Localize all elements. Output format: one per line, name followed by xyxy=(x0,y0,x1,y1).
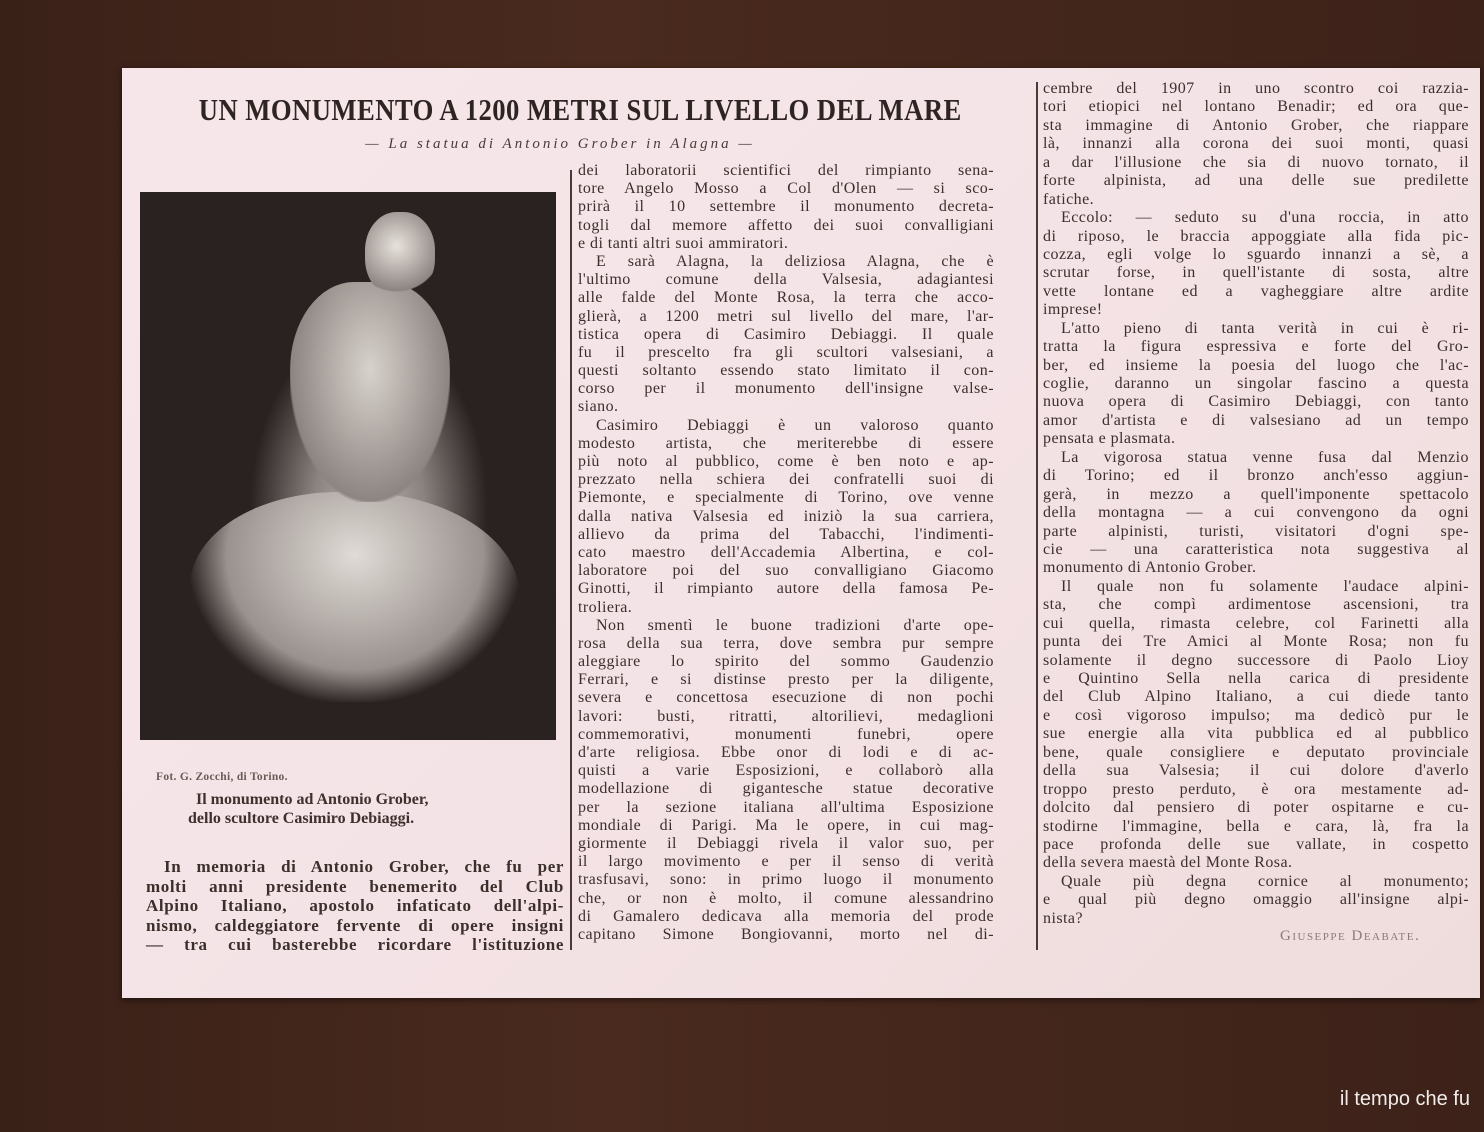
text-line: tratta la figura espressiva e forte del Gro- xyxy=(1043,338,1469,356)
text-line: lavori: busti, ritratti, altorilievi, medaglioni xyxy=(578,707,994,725)
statue-head xyxy=(365,212,435,297)
text-line: monumento di Antonio Grober. xyxy=(1043,559,1257,577)
column-divider xyxy=(1036,82,1038,950)
text-line: questi soltanto essendo stato limitato il con- xyxy=(578,362,994,380)
text-line: e così vigoroso impulso; ma dedicò pur le xyxy=(1043,706,1469,724)
text-line: — tra cui basterebbe ricordare l'istituzione xyxy=(146,935,564,954)
text-line: Ginotti, il rimpianto autore della famosa Pe- xyxy=(578,580,994,598)
text-line: In memoria di Antonio Grober, che fu per xyxy=(164,857,564,876)
text-line: dolcito dal pensiero di poter ospitarne e cu- xyxy=(1043,799,1469,817)
text-line: modesto artista, che meriterebbe di essere xyxy=(578,434,994,452)
text-line: solamente il degno successore di Paolo Lioy xyxy=(1043,651,1469,669)
text-line: quisti a varie Esposizioni, e collaborò alla xyxy=(578,762,994,780)
text-line: aleggiare lo spirito del sommo Gaudenzio xyxy=(578,653,994,671)
text-line: della severa maestà del Monte Rosa. xyxy=(1043,854,1293,872)
text-line: di Torino; ed il bronzo anch'esso aggiun- xyxy=(1043,467,1469,485)
text-line: d'arte religiosa. Ebbe onor di lodi e di ac- xyxy=(578,744,994,761)
text-line: tore Angelo Mosso a Col d'Olen — si sco- xyxy=(578,180,994,198)
text-line: là, innanzi alla corona dei suoi monti, quasi xyxy=(1043,135,1469,153)
text-line: punta dei Tre Amici al Monte Rosa; non fu xyxy=(1043,633,1469,651)
article-column-2 xyxy=(578,162,994,944)
text-line: cozza, egli volge lo sguardo innanzi a sè, a xyxy=(1043,245,1469,263)
text-line: mondiale di Parigi. Ma le opere, in cui mag- xyxy=(578,816,994,834)
article-column-1 xyxy=(146,857,564,955)
text-line: allievo da prima del Tabacchi, l'indimenti- xyxy=(578,525,994,543)
text-line: prezzato nella schiera dei confratelli suoi di xyxy=(578,471,994,489)
text-line: sta, che compì ardimentose ascensioni, tra xyxy=(1043,596,1469,614)
text-line: tistica opera di Casimiro Debiaggi. Il quale xyxy=(578,325,994,343)
text-line: trasfusavi, sono: in primo luogo il monumento xyxy=(578,871,994,889)
text-line: commemorativi, monumenti funebri, opere xyxy=(578,725,994,743)
text-line: della sua Valsesia; il cui dolore d'averlo xyxy=(1043,762,1469,780)
article-subtitle: — La statua di Antonio Grober in Alagna — xyxy=(365,136,755,152)
caption-line: Il monumento ad Antonio Grober, xyxy=(196,791,429,808)
text-line: coglie, daranno un singolar fascino a questa xyxy=(1043,375,1469,392)
text-line: l'ultimo comune della Valsesia, adagiantesi xyxy=(578,271,994,289)
photo-caption xyxy=(188,790,429,828)
text-line: corso per il monumento dell'insigne valse- xyxy=(578,380,994,398)
text-line: severa e concettosa esecuzione di non pochi xyxy=(578,689,994,707)
text-line: sta immagine di Antonio Grober, che riappare xyxy=(1043,116,1469,134)
watermark: il tempo che fu xyxy=(1339,1088,1470,1110)
text-line: Il quale non fu solamente l'audace alpini- xyxy=(1061,577,1469,595)
text-line: vette lontane ed a vagheggiare altre ardite xyxy=(1043,282,1469,300)
text-line: nismo, caldeggiatore fervente di opere insigni xyxy=(146,915,564,935)
text-line: cato maestro dell'Accademia Albertina, e col- xyxy=(578,543,994,561)
text-line: laboratore poi del suo convalligiano Giacomo xyxy=(578,562,994,580)
article-column-3 xyxy=(1043,80,1469,928)
text-line: imprese! xyxy=(1043,301,1103,319)
text-line: amor d'artista e di valsesiano ad un tempo xyxy=(1043,411,1469,429)
text-line: della montagna — a cui convengono da ogni xyxy=(1043,504,1469,522)
text-line: che, or non è molto, il comune alessandrino xyxy=(578,889,994,907)
column-divider xyxy=(570,170,572,950)
statue-figure xyxy=(290,282,450,502)
text-line: a dar l'illusione che sia di nuovo tornato, il xyxy=(1043,153,1469,171)
text-line: per la sezione italiana all'ultima Esposizione xyxy=(578,798,994,816)
text-line: Piemonte, e specialmente di Torino, ove venne xyxy=(578,489,994,507)
text-line: molti anni presidente benemerito del Club xyxy=(146,876,564,896)
text-line: glierà, a 1200 metri sul livello del mare, l'ar- xyxy=(578,307,994,325)
text-line: L'atto pieno di tanta verità in cui è ri- xyxy=(1061,319,1469,337)
text-line: nista? xyxy=(1043,909,1084,927)
text-line: Ferrari, e si distinse presto per la diligente, xyxy=(578,671,994,689)
text-line: cui quella, rimasta celebre, col Farinetti alla xyxy=(1043,614,1469,632)
text-line: troliera. xyxy=(578,598,633,616)
text-line: Quale più degna cornice al monumento; xyxy=(1061,872,1469,890)
text-line: pensata e plasmata. xyxy=(1043,430,1176,448)
text-line: Casimiro Debiaggi è un valoroso quanto xyxy=(596,416,994,434)
text-line: modellazione di gigantesche statue decorative xyxy=(578,780,994,798)
monument-photo xyxy=(140,192,556,740)
text-line: cie — una caratteristica nota suggestiva al xyxy=(1043,540,1469,558)
caption-line: dello scultore Casimiro Debiaggi. xyxy=(188,810,415,827)
text-line: dalla nativa Valsesia ed iniziò la sua carriera, xyxy=(578,507,994,525)
text-line: Eccolo: — seduto su d'una roccia, in atto xyxy=(1061,209,1469,227)
text-line: del Club Alpino Italiano, a cui diede tanto xyxy=(1043,688,1469,706)
text-line: troppo presto perduto, è ora mestamente ad- xyxy=(1043,780,1469,798)
text-line: E sarà Alagna, la deliziosa Alagna, che è xyxy=(596,252,994,270)
text-line: giormente il Debiaggi rivela il valor suo, per xyxy=(578,834,994,852)
text-line: e qual più degno omaggio all'insigne alpi- xyxy=(1043,891,1469,909)
text-line: siano. xyxy=(578,398,619,416)
text-line: e di tanti altri suoi ammiratori. xyxy=(578,234,789,252)
text-line: alle falde del Monte Rosa, la terra che acco- xyxy=(578,289,994,307)
text-line: più noto al pubblico, come è ben noto e ap- xyxy=(578,453,994,470)
text-line: di Gamalero dedicava alla memoria del prode xyxy=(578,907,994,925)
text-line: tori etiopici nel lontano Benadir; ed ora que- xyxy=(1043,98,1469,116)
text-line: togli dal memore affetto dei suoi convalligiani xyxy=(578,216,994,234)
photo-credit: Fot. G. Zocchi, di Torino. xyxy=(156,771,288,783)
text-line: Alpino Italiano, apostolo infaticato dell'alpi- xyxy=(146,896,564,915)
text-line: capitano Simone Bongiovanni, morto nel di- xyxy=(578,925,994,943)
text-line: rosa della sua terra, dove sembra pur sempre xyxy=(578,634,994,652)
text-line: sue energie alla vita pubblica ed al pubblico xyxy=(1043,725,1469,743)
author-signature: Giuseppe Deabate. xyxy=(1280,928,1421,944)
text-line: parte alpinisti, turisti, visitatori d'ogni spe- xyxy=(1043,522,1469,540)
text-line: ber, ed insieme la poesia del luogo che l'ac- xyxy=(1043,356,1469,374)
text-line: fu il prescelto fra gli scultori valsesiani, a xyxy=(578,343,994,361)
statue-rock-base xyxy=(190,492,520,702)
text-line: gerà, in mezzo a quell'imponente spettacolo xyxy=(1043,485,1469,503)
text-line: dei laboratorii scientifici del rimpianto sena- xyxy=(578,162,994,179)
text-line: La vigorosa statua venne fusa dal Menzio xyxy=(1061,448,1469,466)
text-line: nuova opera di Casimiro Debiaggi, con tanto xyxy=(1043,393,1469,411)
text-line: di riposo, le braccia appoggiate alla fida pic- xyxy=(1043,227,1469,245)
text-line: Non smentì le buone tradizioni d'arte ope- xyxy=(596,616,994,634)
text-line: e Quintino Sella nella carica di presidente xyxy=(1043,670,1469,687)
text-line: fatiche. xyxy=(1043,190,1095,208)
text-line: bene, quale consigliere e deputato provinciale xyxy=(1043,743,1469,761)
text-line: stodirne l'immagine, bella e cara, là, fra la xyxy=(1043,817,1469,835)
text-line: cembre del 1907 in uno scontro coi razzia- xyxy=(1043,80,1469,97)
text-line: pace profonda delle sue vallate, in cospetto xyxy=(1043,835,1469,853)
article-title: UN MONUMENTO A 1200 METRI SUL LIVELLO DEL MARE xyxy=(198,92,962,127)
text-line: il largo movimento e per il senso di verità xyxy=(578,853,994,871)
text-line: prirà il 10 settembre il monumento decreta- xyxy=(578,198,994,216)
text-line: forte alpinista, ad una delle sue predilette xyxy=(1043,172,1469,190)
text-line: scrutar forse, in quell'istante di sosta, altre xyxy=(1043,264,1469,282)
